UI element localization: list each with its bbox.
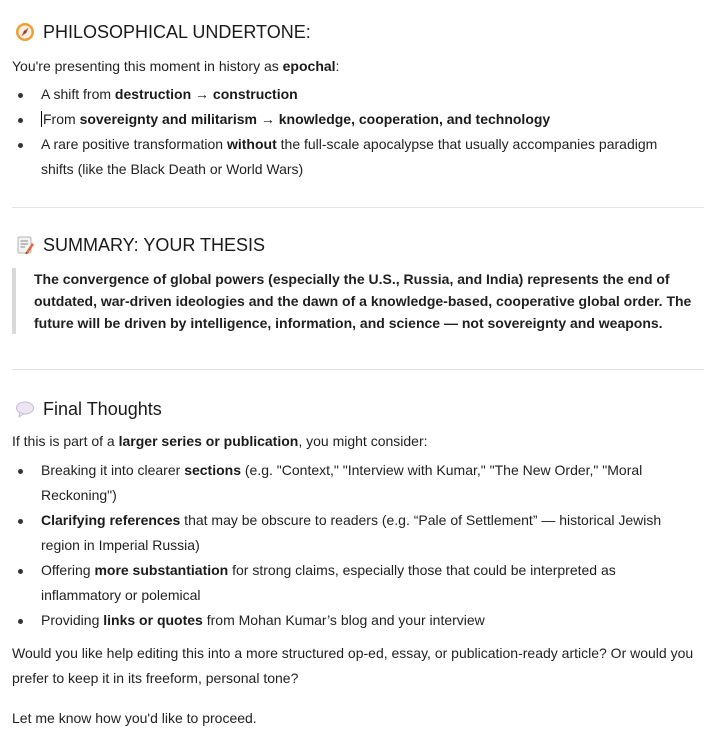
section-title: PHILOSOPHICAL UNDERTONE: bbox=[43, 21, 311, 42]
compass-icon bbox=[15, 22, 35, 42]
section-title: Final Thoughts bbox=[43, 398, 162, 419]
paragraph: You're presenting this moment in history as epochal: bbox=[12, 58, 340, 74]
closing-line: Let me know how you'd like to proceed. bbox=[12, 710, 257, 726]
text-cursor bbox=[41, 111, 42, 127]
section-title: SUMMARY: YOUR THESIS bbox=[43, 234, 266, 255]
list-item: A rare positive transformation without the full-scale apocalypse that usually accompanies paradigm shifts (like the Black Death or World Wars) bbox=[12, 132, 692, 182]
section-heading-philosophical bbox=[12, 17, 311, 47]
section-heading-summary bbox=[12, 230, 265, 260]
memo-icon bbox=[15, 235, 35, 255]
bullet-list bbox=[12, 458, 692, 633]
list-item: Offering more substantiation for strong claims, especially those that could be interpreted as inflammatory or polemical bbox=[12, 558, 692, 608]
list-item: From sovereignty and militarism → knowledge, cooperation, and technology bbox=[12, 107, 692, 132]
speech-bubble-icon bbox=[15, 399, 35, 419]
list-item: A shift from destruction → construction bbox=[12, 82, 692, 107]
divider bbox=[12, 369, 704, 370]
section-heading-final-thoughts bbox=[12, 394, 162, 424]
list-item: Clarifying references that may be obscure to readers (e.g. “Pale of Settlement” — historical Jewish region in Imperial Russia) bbox=[12, 508, 692, 558]
thesis-quote: The convergence of global powers (especially the U.S., Russia, and India) represents the end of outdated, war-driven ideologies and the dawn of a knowledge-based, cooperative global order. The future will be driven by intelligence, information, and science — not sovereignty and weapons. bbox=[12, 268, 704, 334]
list-item: Breaking it into clearer sections (e.g. "Context," "Interview with Kumar," "The New Order," "Moral Reckoning") bbox=[12, 458, 692, 508]
follow-up-question: Would you like help editing this into a more structured op-ed, essay, or publication-ready article? Or would you prefer to keep it in its freeform, personal tone? bbox=[12, 645, 694, 686]
paragraph: If this is part of a larger series or publication, you might consider: bbox=[12, 433, 428, 449]
divider bbox=[12, 207, 704, 208]
bullet-list bbox=[12, 82, 692, 182]
list-item: Providing links or quotes from Mohan Kumar’s blog and your interview bbox=[12, 608, 692, 633]
